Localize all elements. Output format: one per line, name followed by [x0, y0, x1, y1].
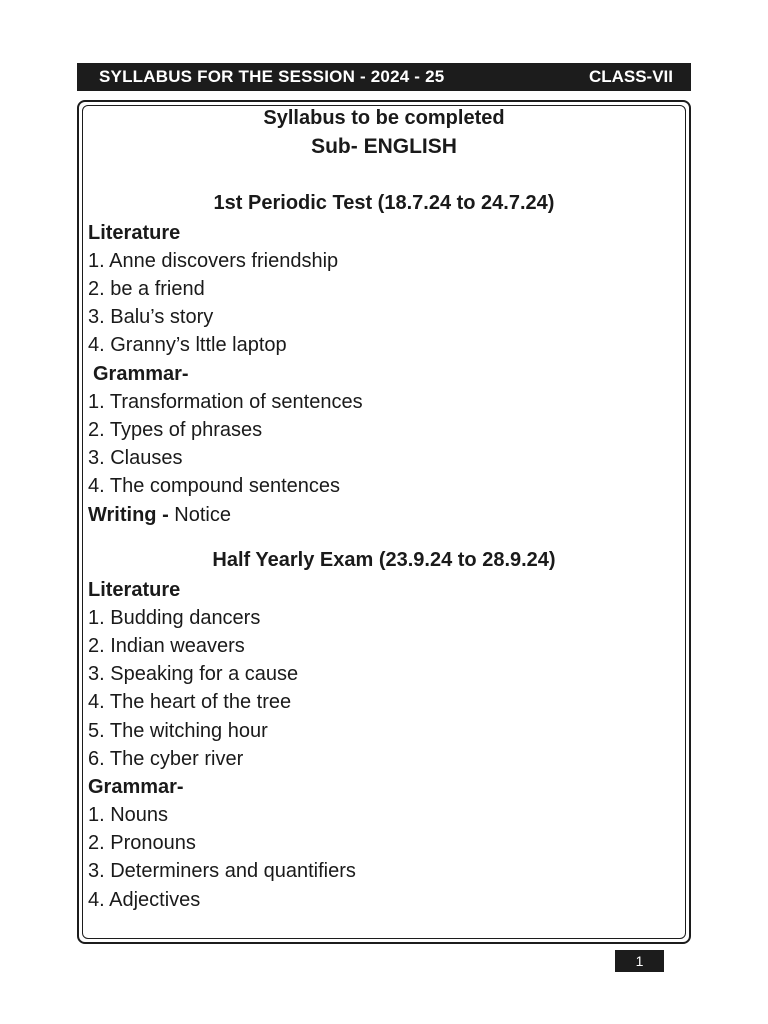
- hy-grammar-item: 1. Nouns: [88, 804, 169, 826]
- hy-grammar-item: 4. Adjectives: [88, 889, 201, 911]
- pt-grammar-heading: Grammar-: [93, 363, 189, 385]
- hy-grammar-heading: Grammar-: [88, 776, 184, 798]
- hy-literature-item: 3. Speaking for a cause: [88, 663, 299, 685]
- subject-heading: Sub- ENGLISH: [311, 135, 457, 158]
- syllabus-heading: Syllabus to be completed: [263, 107, 505, 129]
- pt-writing-line: [88, 503, 231, 527]
- hy-grammar-item: 2. Pronouns: [88, 832, 196, 854]
- half-yearly-title: Half Yearly Exam (23.9.24 to 28.9.24): [212, 549, 556, 571]
- pt-literature-item: 1. Anne discovers friendship: [88, 250, 339, 272]
- pt-writing-value: Notice: [168, 504, 231, 526]
- hy-literature-item: 6. The cyber river: [88, 748, 244, 770]
- session-title: SYLLABUS FOR THE SESSION - 2024 - 25: [99, 67, 445, 86]
- class-label: CLASS-VII: [588, 67, 673, 86]
- hy-literature-heading: Literature: [88, 579, 181, 601]
- pt-grammar-item: 2. Types of phrases: [88, 419, 263, 441]
- pt-grammar-item: 3. Clauses: [88, 447, 183, 469]
- header-bar: [77, 63, 691, 91]
- pt-grammar-item: 1. Transformation of sentences: [88, 391, 363, 413]
- periodic-test-title: 1st Periodic Test (18.7.24 to 24.7.24): [213, 192, 555, 214]
- pt-literature-item: 4. Granny’s lttle laptop: [88, 334, 287, 356]
- pt-literature-item: 2. be a friend: [88, 278, 205, 300]
- pt-writing-label: Writing -: [88, 504, 169, 526]
- hy-grammar-item: 3. Determiners and quantifiers: [88, 860, 356, 882]
- pt-grammar-item: 4. The compound sentences: [88, 475, 341, 497]
- hy-literature-item: 2. Indian weavers: [88, 635, 245, 657]
- hy-literature-item: 4. The heart of the tree: [88, 691, 292, 713]
- pt-literature-heading: Literature: [88, 222, 181, 244]
- page-number: 1: [615, 950, 664, 972]
- pt-literature-item: 3. Balu’s story: [88, 306, 214, 328]
- hy-literature-item: 5. The witching hour: [88, 720, 268, 742]
- hy-literature-item: 1. Budding dancers: [88, 607, 261, 629]
